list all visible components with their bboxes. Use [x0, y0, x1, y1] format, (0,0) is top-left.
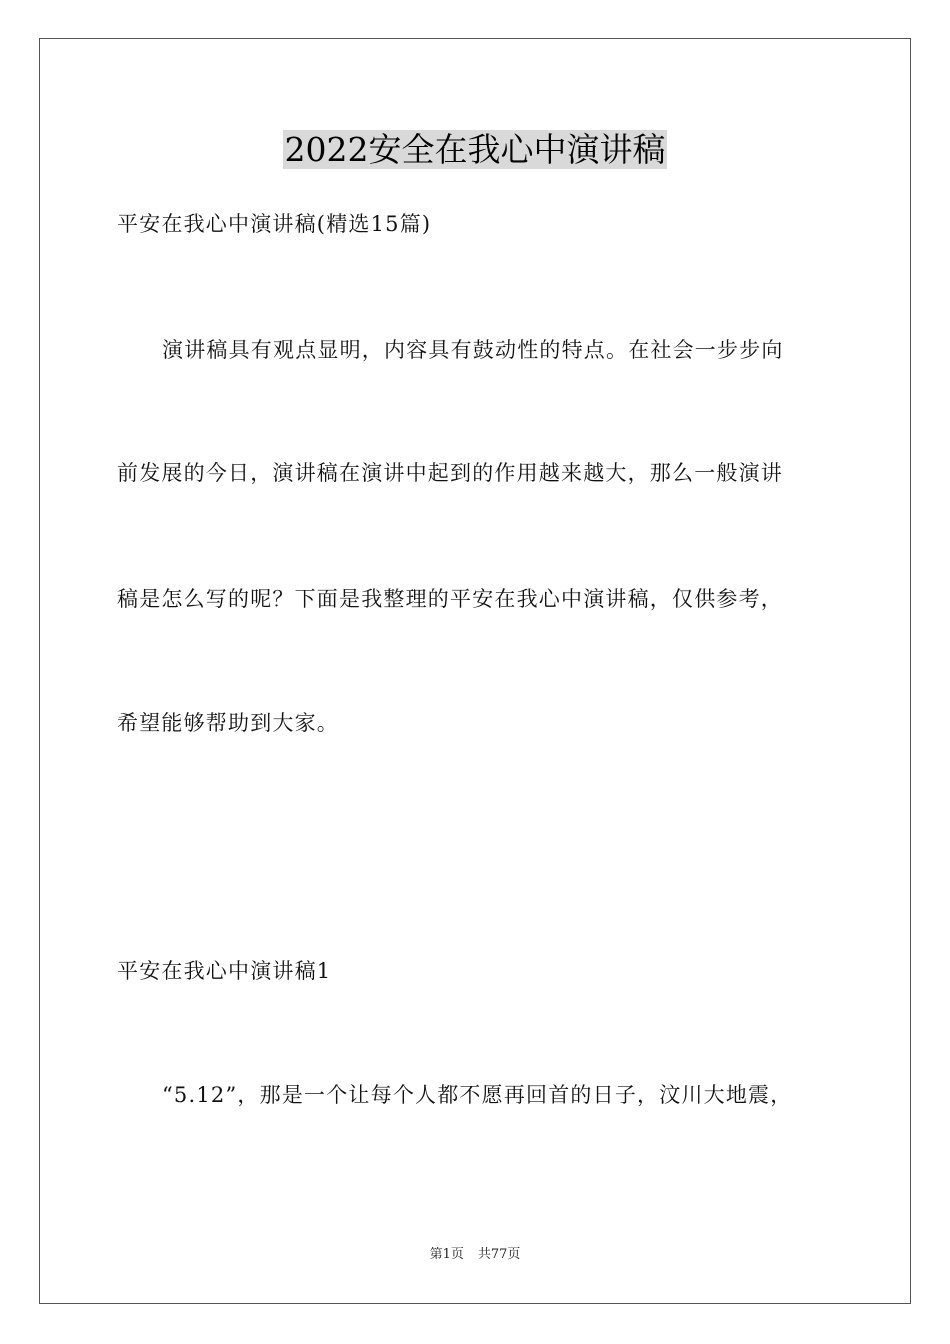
section-paragraph-line: “5.12”，那是一个让每个人都不愿再回首的日子，汶川大地震，	[162, 1083, 793, 1107]
intro-paragraph-line: 前发展的今日，演讲稿在演讲中起到的作用越来越大，那么一般演讲	[117, 461, 783, 485]
document-title-text: 2022安全在我心中演讲稿	[284, 130, 666, 169]
page-footer	[0, 1246, 950, 1264]
intro-paragraph-line: 希望能够帮助到大家。	[117, 711, 339, 735]
document-title	[0, 128, 950, 172]
intro-paragraph-line: 稿是怎么写的呢？下面是我整理的平安在我心中演讲稿，仅供参考，	[117, 587, 783, 611]
intro-paragraph-line: 演讲稿具有观点显明，内容具有鼓动性的特点。在社会一步步向	[162, 338, 784, 362]
section-heading: 平安在我心中演讲稿1	[117, 959, 332, 983]
document-subtitle: 平安在我心中演讲稿(精选15篇)	[117, 212, 432, 236]
page-number: 第1页	[429, 1247, 464, 1262]
page-total: 共77页	[477, 1247, 521, 1262]
